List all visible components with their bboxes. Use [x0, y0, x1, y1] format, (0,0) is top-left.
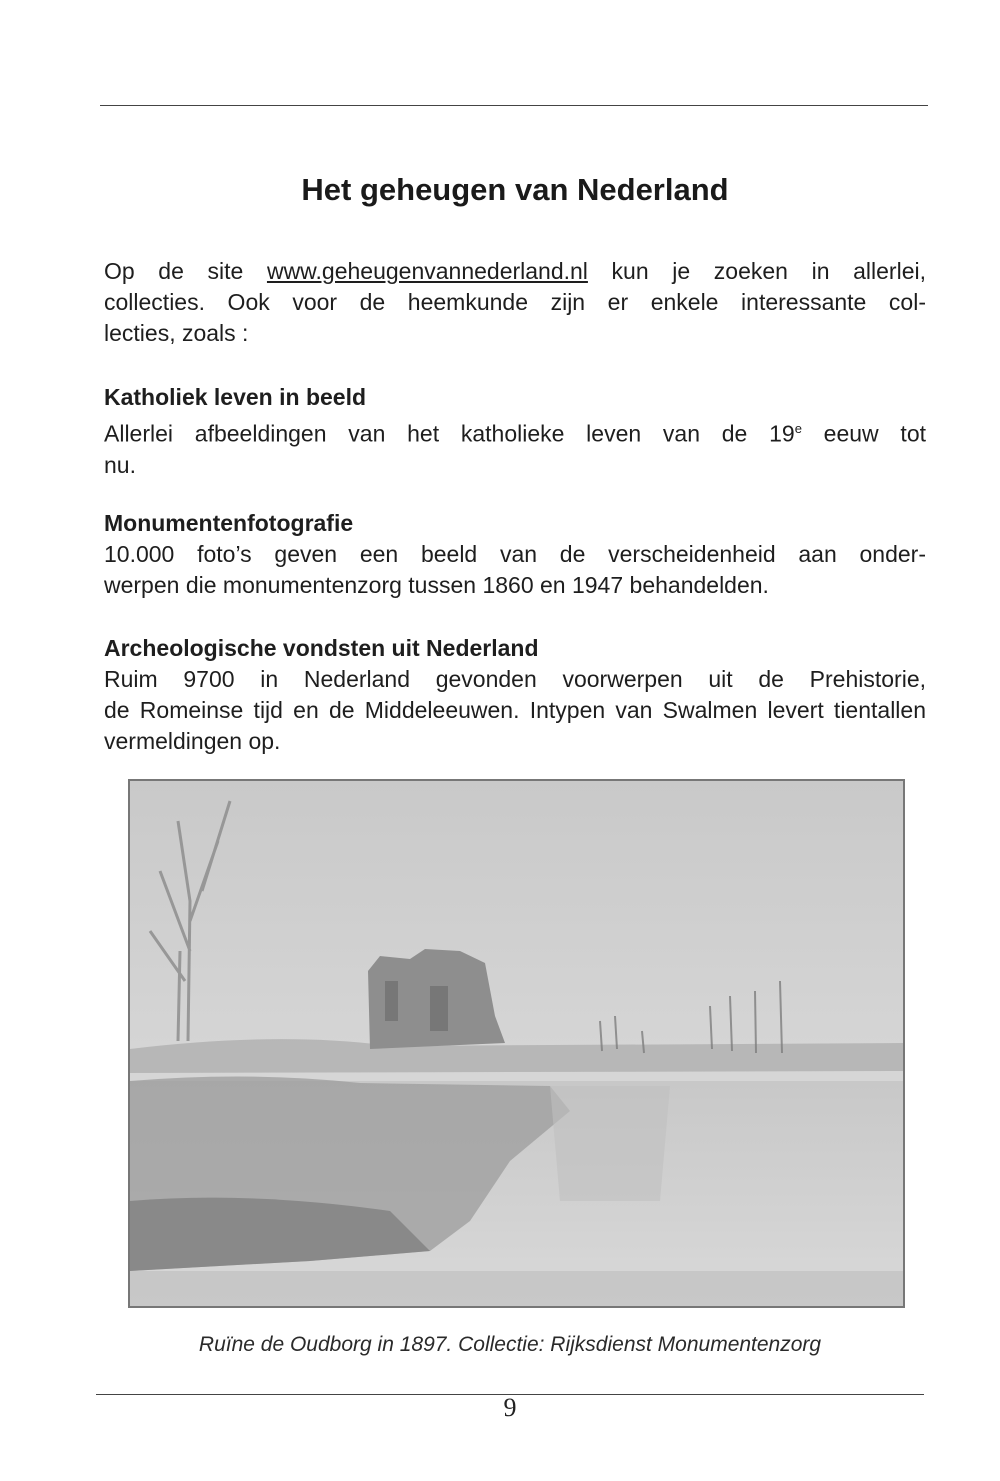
intro-before-link: Op de site — [104, 258, 267, 284]
section-line: de Romeinse tijd en de Middeleeuwen. — [104, 697, 520, 723]
intro-line-1 — [104, 256, 926, 287]
top-rule — [100, 105, 928, 106]
page-number: 9 — [503, 1393, 517, 1422]
intro-paragraph — [104, 256, 926, 349]
section-line: 10.000 foto’s geven een beeld van de verscheidenheid aan onder- — [104, 541, 926, 567]
ruin-photo — [128, 779, 905, 1308]
page-title: Het geheugen van Nederland — [301, 172, 729, 207]
section-line — [104, 413, 926, 450]
section-archeologie — [104, 633, 926, 757]
section-line: nu. — [104, 451, 136, 478]
intro-line-3: lecties, zoals : — [104, 320, 249, 346]
section-monumentenfotografie — [104, 508, 926, 601]
section-heading: Archeologische vondsten uit Nederland — [104, 635, 539, 661]
photo-caption: Ruïne de Oudborg in 1897. Collectie: Rijksdienst Monumentenzorg — [198, 1333, 822, 1356]
section-line: werpen die monumentenzorg tussen 1860 en 1947 behandelden. — [104, 572, 769, 598]
site-link[interactable]: www.geheugenvannederland.nl — [266, 258, 588, 284]
section-line: Intypen van Swalmen levert tientallen vermeldingen op. — [104, 697, 926, 754]
section-line: Ruim 9700 in Nederland gevonden voorwerpen uit de Prehistorie, — [104, 666, 926, 692]
section-katholiek — [104, 382, 926, 481]
section-text: eeuw tot — [801, 420, 926, 447]
section-heading: Monumentenfotografie — [104, 510, 354, 536]
intro-after-link: kun je zoeken in allerlei, — [587, 258, 926, 284]
intro-line-2: collecties. Ook voor de heemkunde zijn er enkele interessante col- — [104, 289, 926, 315]
section-heading: Katholiek leven in beeld — [104, 384, 367, 410]
section-text: Allerlei afbeeldingen van het katholieke leven van de 19 — [104, 420, 795, 447]
superscript: e — [794, 421, 802, 436]
ruin-photo-drawing — [130, 781, 903, 1306]
